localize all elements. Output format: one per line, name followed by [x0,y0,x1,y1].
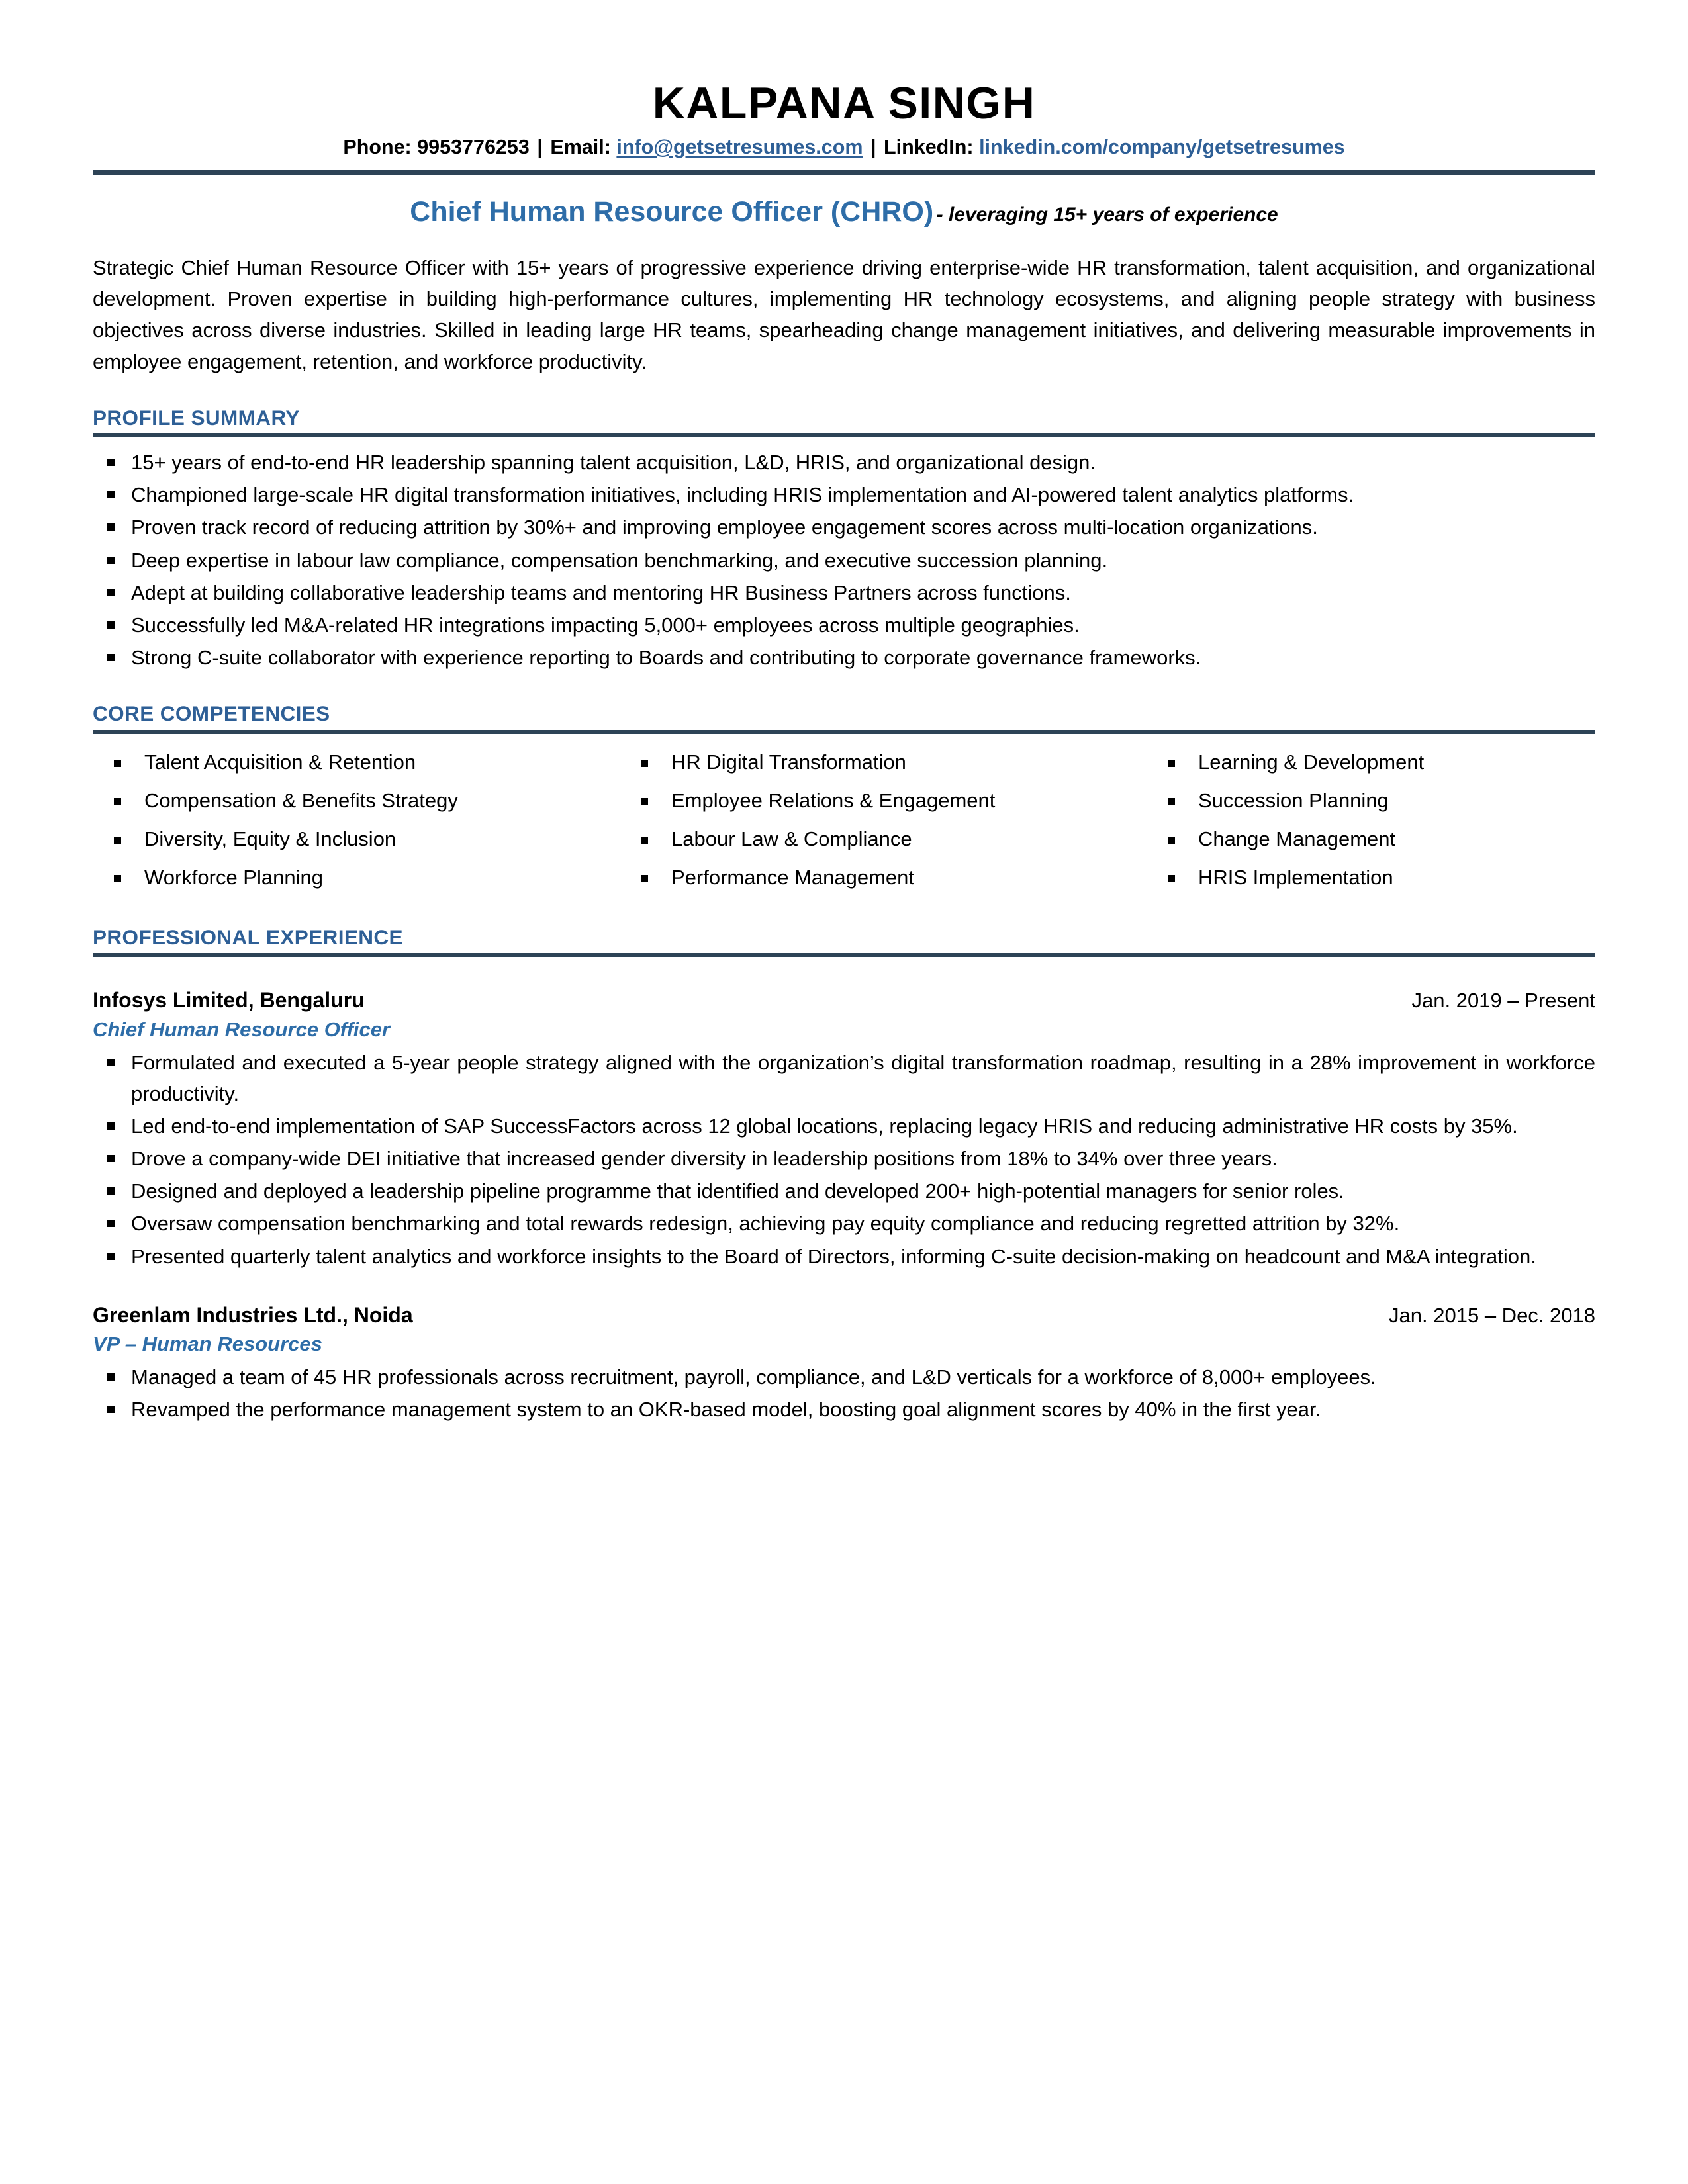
employer-name: Greenlam Industries Ltd., Noida [93,1302,413,1327]
linkedin-label: LinkedIn: [884,136,974,159]
list-item: Presented quarterly talent analytics and workforce insights to the Board of Directors, informing C-suite decision-making on headcount and M&A integration. [93,1241,1595,1272]
list-item: Led end-to-end implementation of SAP SuccessFactors across 12 global locations, replacing legacy HRIS and reducing administrative HR costs by 35%. [93,1111,1595,1142]
employment-dates: Jan. 2015 – Dec. 2018 [1389,1303,1595,1327]
resume-header [93,78,1595,175]
list-item: Managed a team of 45 HR professionals across recruitment, payroll, compliance, and L&D verticals for a workforce of 8,000+ employees. [93,1361,1595,1392]
experience-bullet-list [93,1047,1595,1272]
list-item: Successfully led M&A-related HR integrations impacting 5,000+ employees across multiple geographies. [93,610,1595,641]
section-title-core-competencies: CORE COMPETENCIES [93,702,330,726]
core-competencies-grid [93,743,1595,897]
list-item: Diversity, Equity & Inclusion [93,820,620,858]
target-role-line [93,196,1595,228]
list-item: Formulated and executed a 5-year people strategy aligned with the organization’s digital transformation roadmap, resulting in a 28% improvement in workforce productivity. [93,1047,1595,1109]
section-title-profile-summary: PROFILE SUMMARY [93,405,300,430]
job-title: Chief Human Resource Officer [93,1017,391,1041]
list-item: Compensation & Benefits Strategy [93,782,620,820]
employment-dates: Jan. 2019 – Present [1411,989,1595,1013]
list-item: Strong C-suite collaborator with experience reporting to Boards and contributing to corporate governance frameworks. [93,642,1595,673]
section-title-professional-experience: PROFESSIONAL EXPERIENCE [93,925,403,949]
contact-separator-2: | [870,136,876,159]
email-link[interactable]: info@getsetresumes.com [616,136,863,159]
experience-entry [93,1302,1595,1426]
section-professional-experience [93,926,1595,1426]
employer-name: Infosys Limited, Bengaluru [93,988,365,1013]
list-item: 15+ years of end-to-end HR leadership spanning talent acquisition, L&D, HRIS, and organizational design. [93,447,1595,478]
header-divider [93,170,1595,175]
contact-separator-1: | [537,136,543,159]
list-item: Performance Management [620,858,1147,897]
section-core-competencies [93,702,1595,897]
job-title: VP – Human Resources [93,1332,322,1356]
list-item: Learning & Development [1147,743,1595,782]
email-label: Email: [550,136,611,159]
profile-summary-list [93,447,1595,673]
list-item: Workforce Planning [93,858,620,897]
section-profile-summary [93,406,1595,673]
list-item: HR Digital Transformation [620,743,1147,782]
list-item: Adept at building collaborative leadership teams and mentoring HR Business Partners across functions. [93,577,1595,608]
list-item: Designed and deployed a leadership pipeline programme that identified and developed 200+ high-potential managers for senior roles. [93,1175,1595,1206]
experience-entry-header [93,1302,1595,1328]
experience-entry [93,987,1595,1271]
phone-label: Phone: [343,136,412,159]
phone-value: 9953776253 [417,136,530,159]
section-divider-profile-summary [93,433,1595,437]
list-item: Talent Acquisition & Retention [93,743,620,782]
section-divider-core-competencies [93,730,1595,734]
contact-line [93,135,1595,159]
target-role-title: Chief Human Resource Officer (CHRO) [410,195,934,228]
list-item: HRIS Implementation [1147,858,1595,897]
list-item: Revamped the performance management system to an OKR-based model, boosting goal alignment scores by 40% in the first year. [93,1394,1595,1425]
list-item: Deep expertise in labour law compliance, compensation benchmarking, and executive succession planning. [93,545,1595,576]
professional-summary-paragraph: Strategic Chief Human Resource Officer with 15+ years of progressive experience driving enterprise-wide HR transformation, talent acquisition, and organizational development. Proven expertise in building high-performance cultures, implementing HR technology ecosystems, and aligning people strategy with business objectives across diverse industries. Skilled in leading large HR teams, spearheading change management initiatives, and delivering measurable improvements in employee engagement, retention, and workforce productivity. [93,256,1595,373]
list-item: Oversaw compensation benchmarking and total rewards redesign, achieving pay equity compliance and reducing regretted attrition by 32%. [93,1208,1595,1239]
list-item: Labour Law & Compliance [620,820,1147,858]
linkedin-link[interactable]: linkedin.com/company/getsetresumes [979,136,1345,159]
target-role-subtitle: - leveraging 15+ years of experience [936,203,1278,226]
list-item: Succession Planning [1147,782,1595,820]
list-item: Employee Relations & Engagement [620,782,1147,820]
list-item: Championed large-scale HR digital transformation initiatives, including HRIS implementation and AI-powered talent analytics platforms. [93,479,1595,510]
list-item: Change Management [1147,820,1595,858]
list-item: Proven track record of reducing attrition by 30%+ and improving employee engagement scores across multi-location organizations. [93,512,1595,543]
experience-bullet-list [93,1361,1595,1425]
section-divider-professional-experience [93,953,1595,957]
list-item: Drove a company-wide DEI initiative that increased gender diversity in leadership positions from 18% to 34% over three years. [93,1143,1595,1174]
experience-entry-header [93,987,1595,1013]
candidate-name: KALPANA SINGH [652,78,1036,128]
